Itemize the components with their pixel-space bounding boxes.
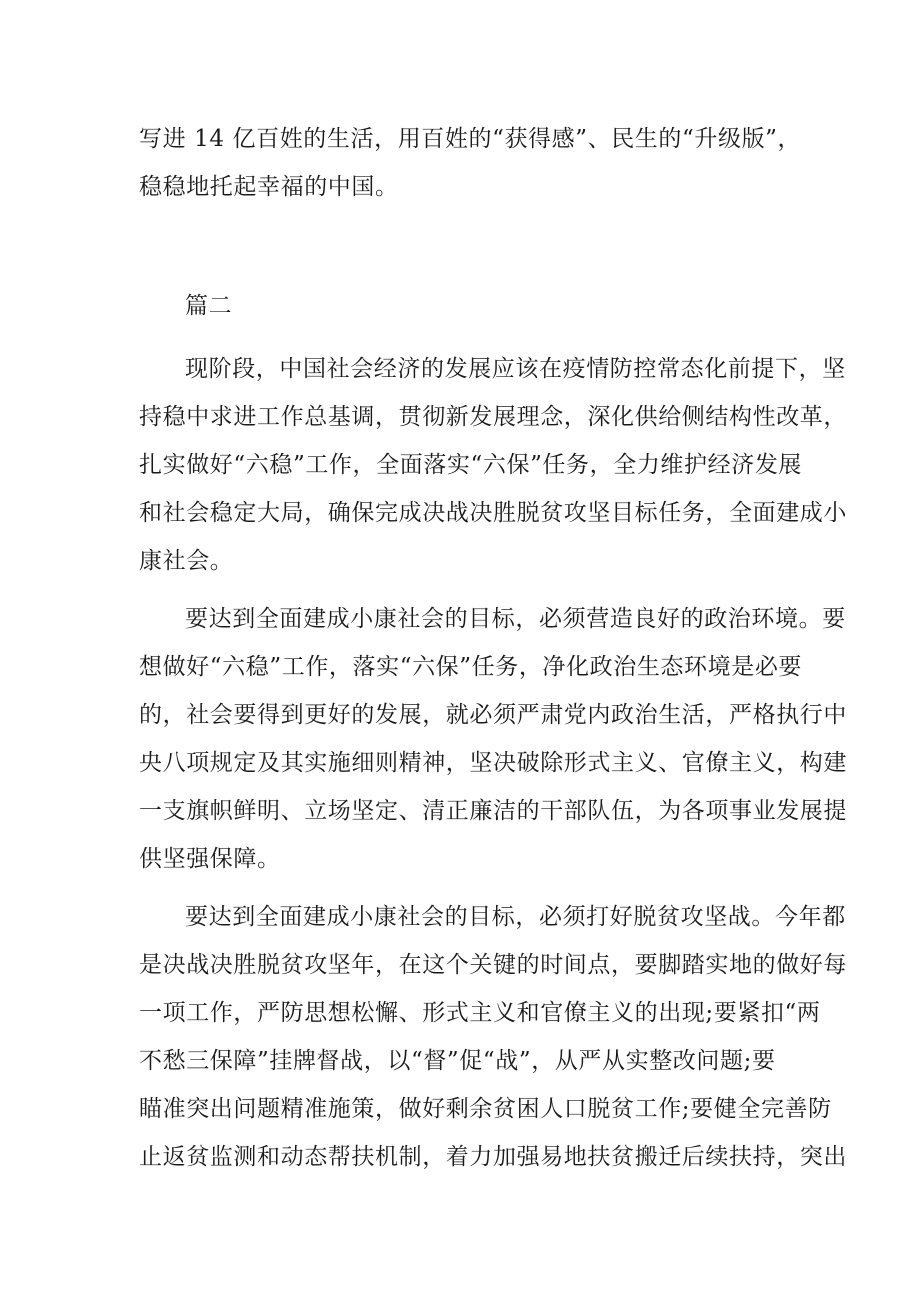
paragraph-2-line-5: 一支旗帜鲜明、立场坚定、清正廉洁的干部队伍，为各项事业发展提 bbox=[139, 798, 847, 824]
paragraph-3-line-2: 是决战决胜脱贫攻坚年，在这个关键的时间点，要脚踏实地的做好每 bbox=[139, 952, 847, 978]
paragraph-2-line-1: 要达到全面建成小康社会的目标，必须营造良好的政治环境。要 bbox=[185, 606, 846, 632]
paragraph-3-line-5: 瞄准突出问题精准施策，做好剩余贫困人口脱贫工作;要健全完善防 bbox=[139, 1096, 832, 1122]
paragraph-3-line-6: 止返贫监测和动态帮扶机制，着力加强易地扶贫搬迁后续扶持，突出 bbox=[139, 1144, 847, 1170]
paragraph-2-line-6: 供坚强保障。 bbox=[139, 846, 281, 872]
paragraph-1-line-2: 持稳中求进工作总基调，贯彻新发展理念，深化供给侧结构性改革， bbox=[139, 404, 847, 430]
paragraph-3-line-1: 要达到全面建成小康社会的目标，必须打好脱贫攻坚战。今年都 bbox=[185, 904, 846, 930]
intro-line-2: 稳稳地托起幸福的中国。 bbox=[139, 174, 399, 200]
paragraph-2-line-4: 央八项规定及其实施细则精神，坚决破除形式主义、官僚主义，构建 bbox=[139, 750, 847, 776]
paragraph-1-line-3: 扎实做好“六稳”工作，全面落实“六保”任务，全力维护经济发展 bbox=[139, 452, 803, 478]
paragraph-3-line-3: 一项工作，严防思想松懈、形式主义和官僚主义的出现;要紧扣“两 bbox=[139, 1000, 821, 1026]
paragraph-2-line-3: 的，社会要得到更好的发展，就必须严肃党内政治生活，严格执行中 bbox=[139, 702, 847, 728]
paragraph-1-line-5: 康社会。 bbox=[139, 548, 234, 574]
section-heading: 篇二 bbox=[185, 293, 233, 319]
intro-line-1: 写进 14 亿百姓的生活，用百姓的“获得感”、民生的“升级版”， bbox=[139, 126, 802, 152]
paragraph-1-line-4: 和社会稳定大局，确保完成决战决胜脱贫攻坚目标任务，全面建成小 bbox=[139, 500, 847, 526]
paragraph-3-line-4: 不愁三保障”挂牌督战，以“督”促“战”，从严从实整改问题;要 bbox=[139, 1048, 776, 1074]
paragraph-2-line-2: 想做好“六稳”工作，落实“六保”任务，净化政治生态环境是必要 bbox=[139, 654, 803, 680]
paragraph-1-line-1: 现阶段，中国社会经济的发展应该在疫情防控常态化前提下，坚 bbox=[185, 356, 846, 382]
